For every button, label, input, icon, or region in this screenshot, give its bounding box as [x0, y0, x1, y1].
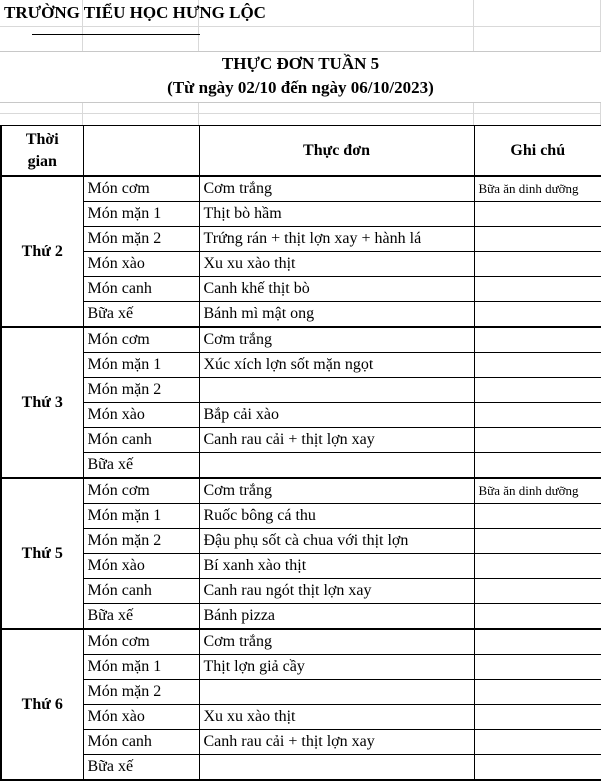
- dish-name: Xu xu xào thịt: [199, 252, 474, 277]
- dish-name: Bánh pizza: [199, 604, 474, 630]
- meal-type: Bữa xế: [83, 302, 199, 328]
- table-row: [1, 227, 601, 252]
- meal-type: Món mặn 1: [83, 353, 199, 378]
- meal-type: Món mặn 1: [83, 202, 199, 227]
- note-cell: [474, 202, 601, 227]
- table-row: [1, 277, 601, 302]
- note-cell: [474, 453, 601, 479]
- table-row: [1, 478, 601, 504]
- meal-type: Bữa xế: [83, 755, 199, 781]
- table-row: [1, 202, 601, 227]
- day-label: Thứ 3: [1, 327, 83, 478]
- dish-name: [199, 378, 474, 403]
- meal-type: Món mặn 2: [83, 227, 199, 252]
- dish-name: Thịt bò hầm: [199, 202, 474, 227]
- note-cell: [474, 378, 601, 403]
- note-cell: [474, 327, 601, 353]
- dish-name: Bí xanh xào thịt: [199, 554, 474, 579]
- meal-type: Món mặn 2: [83, 378, 199, 403]
- table-row: [1, 755, 601, 781]
- table-row: [1, 176, 601, 202]
- dish-name: Bánh mì mật ong: [199, 302, 474, 328]
- note-cell: Bữa ăn dinh dưỡng: [474, 478, 601, 504]
- dish-name: Xu xu xào thịt: [199, 705, 474, 730]
- meal-type: Món mặn 2: [83, 680, 199, 705]
- dish-name: Cơm trắng: [199, 478, 474, 504]
- meal-type: Món canh: [83, 579, 199, 604]
- table-row: [1, 554, 601, 579]
- note-cell: [474, 554, 601, 579]
- school-name: TRƯỜNG TIỂU HỌC HƯNG LỘC: [4, 3, 266, 22]
- note-cell: [474, 403, 601, 428]
- note-cell: Bữa ăn dinh dưỡng: [474, 176, 601, 202]
- dish-name: Bắp cải xào: [199, 403, 474, 428]
- school-underline: [32, 34, 200, 35]
- dish-name: Canh rau ngót thịt lợn xay: [199, 579, 474, 604]
- table-row: [1, 504, 601, 529]
- dish-name: [199, 680, 474, 705]
- table-row: [1, 730, 601, 755]
- dish-name: Canh rau cải + thịt lợn xay: [199, 428, 474, 453]
- note-cell: [474, 730, 601, 755]
- menu-table: [0, 125, 601, 781]
- dish-name: Thịt lợn giả cầy: [199, 655, 474, 680]
- header-menu: Thực đơn: [199, 126, 474, 177]
- gridline: [0, 113, 601, 114]
- note-cell: [474, 504, 601, 529]
- table-row: [1, 353, 601, 378]
- note-cell: [474, 252, 601, 277]
- table-row: [1, 680, 601, 705]
- dish-name: Đậu phụ sốt cà chua với thịt lợn: [199, 529, 474, 554]
- meal-type: Món cơm: [83, 629, 199, 655]
- note-cell: [474, 705, 601, 730]
- table-row: [1, 705, 601, 730]
- note-cell: [474, 655, 601, 680]
- dish-name: Canh rau cải + thịt lợn xay: [199, 730, 474, 755]
- dish-name: Ruốc bông cá thu: [199, 504, 474, 529]
- dish-name: [199, 453, 474, 479]
- gridline: [0, 26, 601, 27]
- note-cell: [474, 529, 601, 554]
- table-row: [1, 428, 601, 453]
- note-cell: [474, 604, 601, 630]
- table-row: [1, 252, 601, 277]
- meal-type: Món cơm: [83, 327, 199, 353]
- note-cell: [474, 302, 601, 328]
- meal-type: Món canh: [83, 428, 199, 453]
- menu-title: THỰC ĐƠN TUẦN 5: [221, 54, 380, 73]
- header-time: [1, 126, 83, 177]
- menu-body: [1, 176, 601, 780]
- table-row: [1, 453, 601, 479]
- meal-type: Món xào: [83, 554, 199, 579]
- day-label: Thứ 2: [1, 176, 83, 327]
- note-cell: [474, 277, 601, 302]
- note-cell: [474, 227, 601, 252]
- note-cell: [474, 428, 601, 453]
- meal-type: Món mặn 1: [83, 504, 199, 529]
- dish-name: Xúc xích lợn sốt mặn ngọt: [199, 353, 474, 378]
- table-row: [1, 579, 601, 604]
- note-cell: [474, 629, 601, 655]
- note-cell: [474, 579, 601, 604]
- header-note: Ghi chú: [474, 126, 601, 177]
- meal-type: Món mặn 2: [83, 529, 199, 554]
- day-label: Thứ 6: [1, 629, 83, 780]
- table-row: [1, 629, 601, 655]
- meal-type: Món xào: [83, 705, 199, 730]
- header-time-label: Thời gian: [25, 130, 59, 170]
- header-type: [83, 126, 199, 177]
- meal-type: Món mặn 1: [83, 655, 199, 680]
- table-row: [1, 403, 601, 428]
- meal-type: Món canh: [83, 277, 199, 302]
- dish-name: Canh khế thịt bò: [199, 277, 474, 302]
- dish-name: [199, 755, 474, 781]
- meal-type: Món cơm: [83, 478, 199, 504]
- note-cell: [474, 680, 601, 705]
- dish-name: Trứng rán + thịt lợn xay + hành lá: [199, 227, 474, 252]
- meal-type: Món cơm: [83, 176, 199, 202]
- table-row: [1, 378, 601, 403]
- meal-type: Bữa xế: [83, 604, 199, 630]
- meal-type: Bữa xế: [83, 453, 199, 479]
- table-row: [1, 604, 601, 630]
- menu-subtitle: (Từ ngày 02/10 đến ngày 06/10/2023): [167, 78, 434, 97]
- dish-name: Cơm trắng: [199, 629, 474, 655]
- table-row: [1, 302, 601, 328]
- meal-type: Món xào: [83, 403, 199, 428]
- dish-name: Cơm trắng: [199, 327, 474, 353]
- table-row: [1, 529, 601, 554]
- note-cell: [474, 755, 601, 781]
- meal-type: Món xào: [83, 252, 199, 277]
- meal-type: Món canh: [83, 730, 199, 755]
- day-label: Thứ 5: [1, 478, 83, 629]
- table-row: [1, 655, 601, 680]
- dish-name: Cơm trắng: [199, 176, 474, 202]
- note-cell: [474, 353, 601, 378]
- table-row: [1, 327, 601, 353]
